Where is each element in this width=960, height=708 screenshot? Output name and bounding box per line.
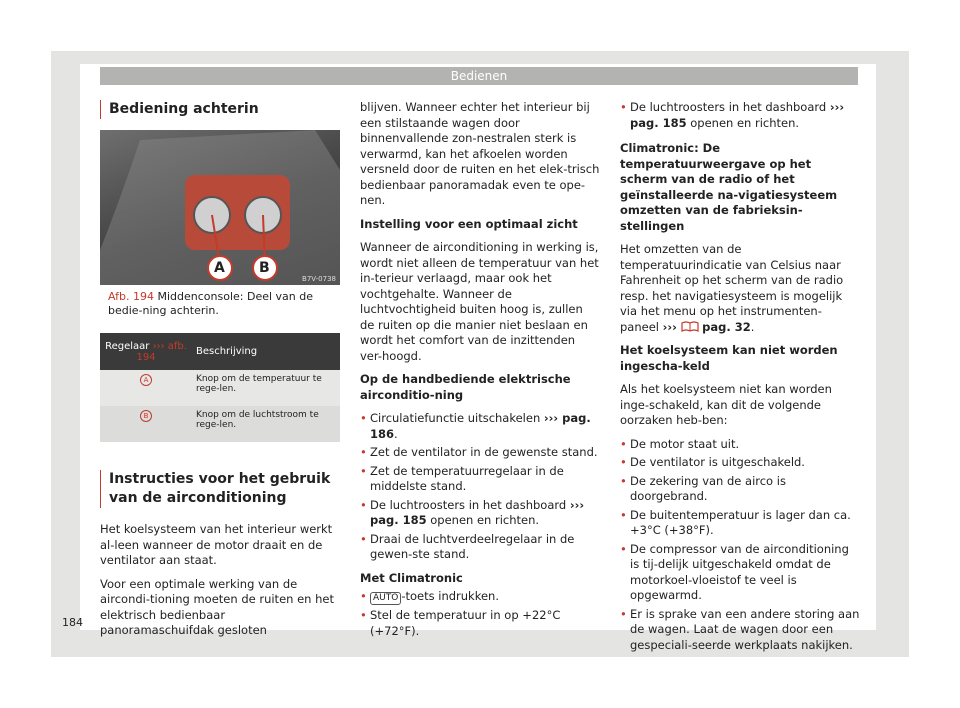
table-row xyxy=(100,406,340,442)
list-item: • Draai de luchtverdeelregelaar in de gewen-ste stand. xyxy=(360,531,575,561)
subheading: Het koelsysteem kan niet worden ingescha-keld xyxy=(620,343,838,373)
paragraph: Voor een optimale werking van de aircondi-tioning moeten de ruiten en het elektrisch bedienbaar panoramaschuifdak gesloten xyxy=(100,576,334,637)
middle-column xyxy=(360,100,600,642)
list-item: • Circulatiefunctie uitschakelen ››› pag. 186. xyxy=(360,411,591,441)
table-cell-desc: Knop om de luchtstroom te rege-len. xyxy=(192,406,340,442)
paragraph: Wanneer de airconditioning in werking is, wordt niet alleen de temperatuur van het in-terieur verlaagd, maar ook het vochtgehalte. Wanneer de luchtvochtigheid buiten hoog is, zullen de ruiten op die manier niet beslaan en wordt het comfort van de inzittenden ver-hoogd. xyxy=(360,240,599,363)
page-number: 184 xyxy=(62,616,83,629)
subheading: Climatronic: De temperatuurweergave op het scherm van de radio of het geïnstalleerde na-vigatiesysteem omzetten van de fabrieksin-stellingen xyxy=(620,141,838,233)
section-heading-2: Instructies voor het gebruik van de airconditioning xyxy=(100,470,340,508)
subheading: Instelling voor een optimaal zicht xyxy=(360,216,578,231)
table-header-regelaar: Regelaar ››› afb. 194 xyxy=(100,333,192,370)
page-ref-link[interactable]: ››› pag. 185 xyxy=(630,100,845,130)
list-item: • De buitentemperatuur is lager dan ca. +3°C (+38°F). xyxy=(620,507,851,537)
callout-label-b: B xyxy=(259,260,270,276)
list-item: • De luchtroosters in het dashboard ››› pag. 185 openen en richten. xyxy=(620,100,845,130)
left-column-lower xyxy=(100,470,340,647)
paragraph: Als het koelsysteem niet kan worden inge-schakeld, kan dit de volgende oorzaken heb-ben: xyxy=(620,382,832,427)
table-cell-desc: Knop om de temperatuur te rege-len. xyxy=(192,370,340,406)
subheading: Op de handbediende elektrische airconditio-ning xyxy=(360,372,571,402)
paragraph: blijven. Wanneer echter het interieur bij een stilstaande wagen door binnenvallende zon-nestralen sterk is verwarmd, kan het afkoelen worden versneld door de ruiten en het elek-trisch bedienbaar panoramadak even te ope-nen. xyxy=(360,100,600,207)
controls-table xyxy=(100,333,340,442)
auto-key-icon: AUTO xyxy=(370,592,401,605)
figure-console-image xyxy=(100,130,340,285)
table-header-beschrijving: Beschrijving xyxy=(192,333,340,370)
page-ref-link[interactable]: ››› pag. 185 xyxy=(370,497,585,527)
page-ref-link[interactable]: ››› pag. 186 xyxy=(370,411,591,441)
caption-text: Middenconsole: Deel van de bedie-ning achterin. xyxy=(108,290,313,317)
section-heading: Bediening achterin xyxy=(100,100,340,119)
list-item: • De zekering van de airco is doorgebrand. xyxy=(620,473,786,503)
book-icon xyxy=(681,321,699,332)
page-ref-link[interactable]: pag. 32 xyxy=(702,319,751,334)
right-column xyxy=(620,100,860,656)
subheading: Met Climatronic xyxy=(360,570,463,585)
paragraph: Het omzetten van de temperatuurindicatie van Celsius naar Fahrenheit op het scherm van de radio resp. het navigatiesysteem is mogelijk via het menu op het instrumenten-paneel ››› pag. 32. xyxy=(620,242,844,334)
list-item: • Zet de ventilator in de gewenste stand. xyxy=(360,445,598,459)
callout-label-a: A xyxy=(214,260,225,276)
section-header: Bedienen xyxy=(100,67,858,85)
list-item: • De luchtroosters in het dashboard ››› pag. 185 openen en richten. xyxy=(360,497,585,527)
figure-ref: Afb. 194 xyxy=(108,290,154,303)
list-item: • AUTO -toets indrukken. xyxy=(360,589,499,603)
paragraph: Het koelsysteem van het interieur werkt al-leen wanneer de motor draait en de ventilator aan staat. xyxy=(100,522,333,567)
list-item: • Er is sprake van een andere storing aan de wagen. Laat de wagen door een gespeciali-seerde werkplaats nakijken. xyxy=(620,606,860,652)
list-item: • Zet de temperatuurregelaar in de middelste stand. xyxy=(360,463,564,493)
key-b-badge: B xyxy=(140,410,152,422)
table-row xyxy=(100,370,340,406)
left-column-heading-block xyxy=(100,100,340,119)
key-a-badge: A xyxy=(140,374,152,386)
list-item: • De compressor van de airconditioning is tij-delijk uitgeschakeld omdat de motorkoel-vloeistof te veel is opgewarmd. xyxy=(620,541,849,602)
list-item: • De ventilator is uitgeschakeld. xyxy=(620,455,805,469)
list-item: • Stel de temperatuur in op +22°C (+72°F). xyxy=(360,608,561,638)
list-item: • De motor staat uit. xyxy=(620,436,740,451)
figure-caption xyxy=(108,290,338,318)
figure-code: B7V-0738 xyxy=(302,275,336,283)
